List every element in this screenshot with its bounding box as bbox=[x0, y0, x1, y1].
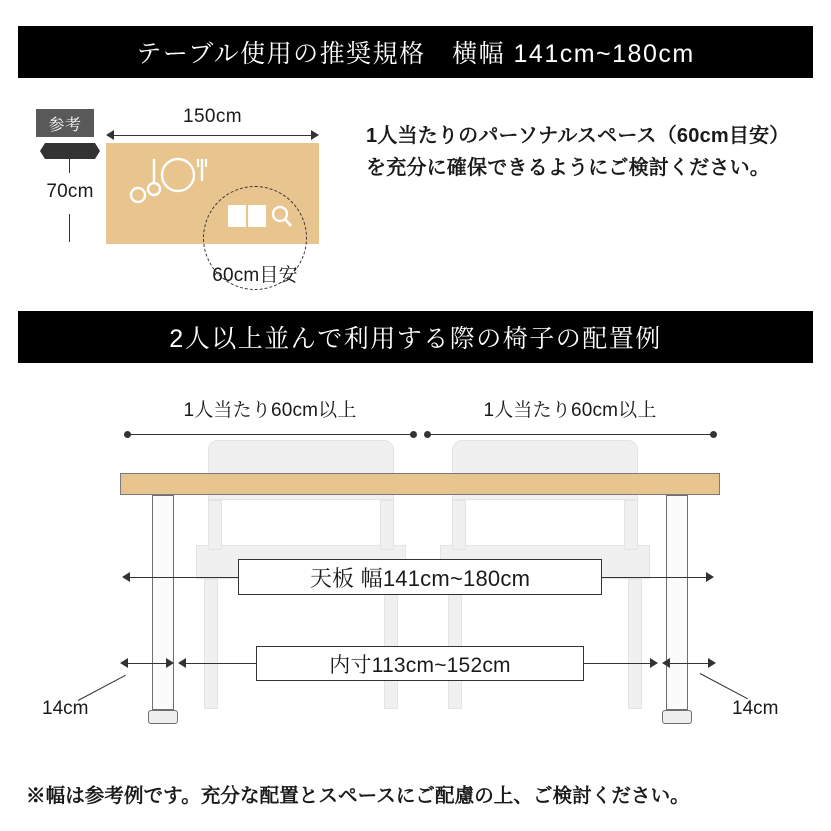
table-top-slab bbox=[120, 473, 720, 495]
seat-span-right bbox=[427, 434, 713, 435]
dimension-line bbox=[108, 135, 317, 136]
arrow-right-icon bbox=[311, 130, 319, 140]
section2-banner-text: 2人以上並んで利用する際の椅子の配置例 bbox=[169, 325, 662, 353]
section1-paragraph: 1人当たりのパーソナルスペース（60cm目安）を充分に確保できるようにご検討ください。 bbox=[366, 125, 790, 180]
chair-frame-right bbox=[624, 500, 638, 550]
arrow-right-icon bbox=[706, 572, 714, 582]
width-dimension-label: 150cm bbox=[183, 106, 242, 127]
seat-span-left bbox=[127, 434, 413, 435]
topwidth-dimension-label: 天板 幅141cm~180cm bbox=[309, 565, 531, 591]
tableware-icon bbox=[128, 153, 218, 205]
dimension-line bbox=[69, 145, 70, 173]
table-foot-left bbox=[148, 710, 178, 724]
section2-banner bbox=[18, 311, 813, 363]
width-dimension-150 bbox=[106, 106, 319, 140]
innerwidth-dimension-label: 内寸113cm~152cm bbox=[329, 653, 511, 677]
section1-banner bbox=[18, 26, 813, 78]
chair-leg-left bbox=[204, 579, 218, 709]
innerwidth-dimension-box bbox=[256, 646, 584, 681]
footnote: ※幅は参考例です。充分な配置とスペースにご配慮の上、ご検討ください。 bbox=[26, 785, 690, 807]
reference-tag-label: 参考 bbox=[48, 116, 82, 134]
arrow-left-icon bbox=[120, 658, 128, 668]
leg-label-left: 14cm bbox=[42, 698, 89, 719]
leader-line-left bbox=[78, 675, 126, 701]
span-endpoint-dot bbox=[410, 431, 417, 438]
table-foot-right bbox=[662, 710, 692, 724]
arrow-right-icon bbox=[708, 658, 716, 668]
reference-tag bbox=[36, 109, 94, 137]
topwidth-dimension-box bbox=[238, 559, 602, 595]
personal-space-label: 60cm目安 bbox=[212, 265, 298, 286]
span-endpoint-dot bbox=[710, 431, 717, 438]
arrow-right-icon bbox=[650, 658, 658, 668]
chair-leg-right bbox=[448, 579, 462, 709]
span-endpoint-dot bbox=[124, 431, 131, 438]
arrow-left-icon bbox=[106, 130, 114, 140]
arrow-left-icon bbox=[122, 572, 130, 582]
arrow-right-icon bbox=[166, 658, 174, 668]
leg-label-right: 14cm bbox=[732, 698, 779, 719]
span-endpoint-dot bbox=[424, 431, 431, 438]
depth-dimension-label: 70cm bbox=[46, 181, 94, 202]
chair-leg-left bbox=[384, 579, 398, 709]
arrow-down-icon bbox=[40, 151, 100, 159]
chair-frame-left bbox=[380, 500, 394, 550]
chair-frame-left bbox=[208, 500, 222, 550]
table-leg-left bbox=[152, 495, 174, 710]
dimension-line bbox=[69, 214, 70, 242]
leader-line-right bbox=[700, 673, 748, 699]
arrow-left-icon bbox=[662, 658, 670, 668]
chair-leg-right bbox=[628, 579, 642, 709]
arrow-left-icon bbox=[178, 658, 186, 668]
seat-label-right: 1人当たり60cm以上 bbox=[483, 400, 657, 421]
section1-banner-text: テーブル使用の推奨規格 横幅 141cm~180cm bbox=[136, 40, 695, 68]
depth-dimension-70 bbox=[40, 143, 100, 244]
table-leg-right bbox=[666, 495, 688, 710]
seat-label-left: 1人当たり60cm以上 bbox=[183, 400, 357, 421]
arrow-up-icon bbox=[40, 143, 100, 151]
chair-frame-right bbox=[452, 500, 466, 550]
